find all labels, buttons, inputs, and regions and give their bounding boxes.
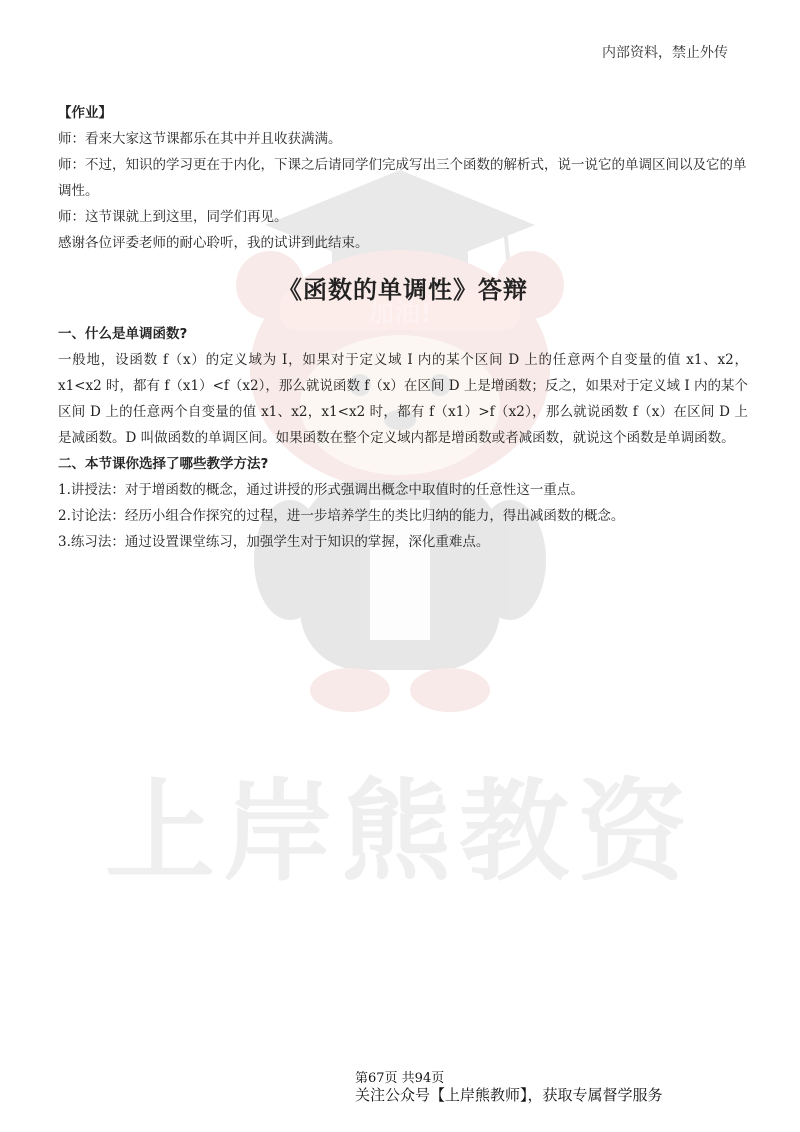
page-number: 第67页 共94页: [355, 1071, 445, 1086]
watermark-badge-text: 加油!: [368, 299, 432, 329]
method-item: 3.练习法：通过设置课堂练习，加强学生对于知识的掌握，深化重难点。: [58, 534, 490, 550]
homework-line: 师：不过，知识的学习更在于内化，下课之后请同学们完成写出三个函数的解析式，说一说它的单调区间以及它的单调性。: [58, 157, 747, 199]
defense-title: 《函数的单调性》答辩: [278, 276, 528, 304]
homework-line: 师：这节课就上到这里，同学们再见。: [58, 209, 288, 225]
homework-line: 感谢各位评委老师的耐心聆听，我的试讲到此结束。: [58, 235, 369, 251]
document-body: [58, 100, 748, 555]
method-item: 1.讲授法：对于增函数的概念，通过讲授的形式强调出概念中取值时的任意性这一重点。: [58, 482, 584, 498]
confidential-note: 内部资料，禁止外传: [602, 45, 728, 61]
footer-promo: 关注公众号【上岸熊教师】，获取专属督学服务: [355, 1086, 663, 1104]
question-1-heading: 一、什么是单调函数?: [58, 326, 188, 342]
homework-label: 【作业】: [58, 105, 112, 121]
page-footer: [355, 1072, 663, 1104]
question-1-answer: 一般地，设函数 f（x）的定义域为 I，如果对于定义域 I 内的某个区间 D 上的任意两个自变量的值 x1、x2，x1<x2 时，都有 f（x1）<f（x2），那么就说函数 f（x）在区间 D 上是增函数；反之，如果对于定义域 I 内的某个区间 D 上的任意两个自变量的值 x1、x2，x1<x2 时，都有 f（x1）>f（x2），那么就说函数 f（x）在区间 D 上是减函数。D 叫做函数的单调区间。如果函数在整个定义域内都是增函数或者减函数，就说这个函数是单调函数。: [58, 352, 748, 446]
method-item: 2.讨论法：经历小组合作探究的过程，进一步培养学生的类比归纳的能力，得出减函数的概念。: [58, 508, 625, 524]
question-2-heading: 二、本节课你选择了哪些教学方法?: [58, 456, 269, 472]
homework-line: 师：看来大家这节课都乐在其中并且收获满满。: [58, 131, 342, 147]
watermark-brand-text: 上岸熊教资: [105, 768, 695, 896]
